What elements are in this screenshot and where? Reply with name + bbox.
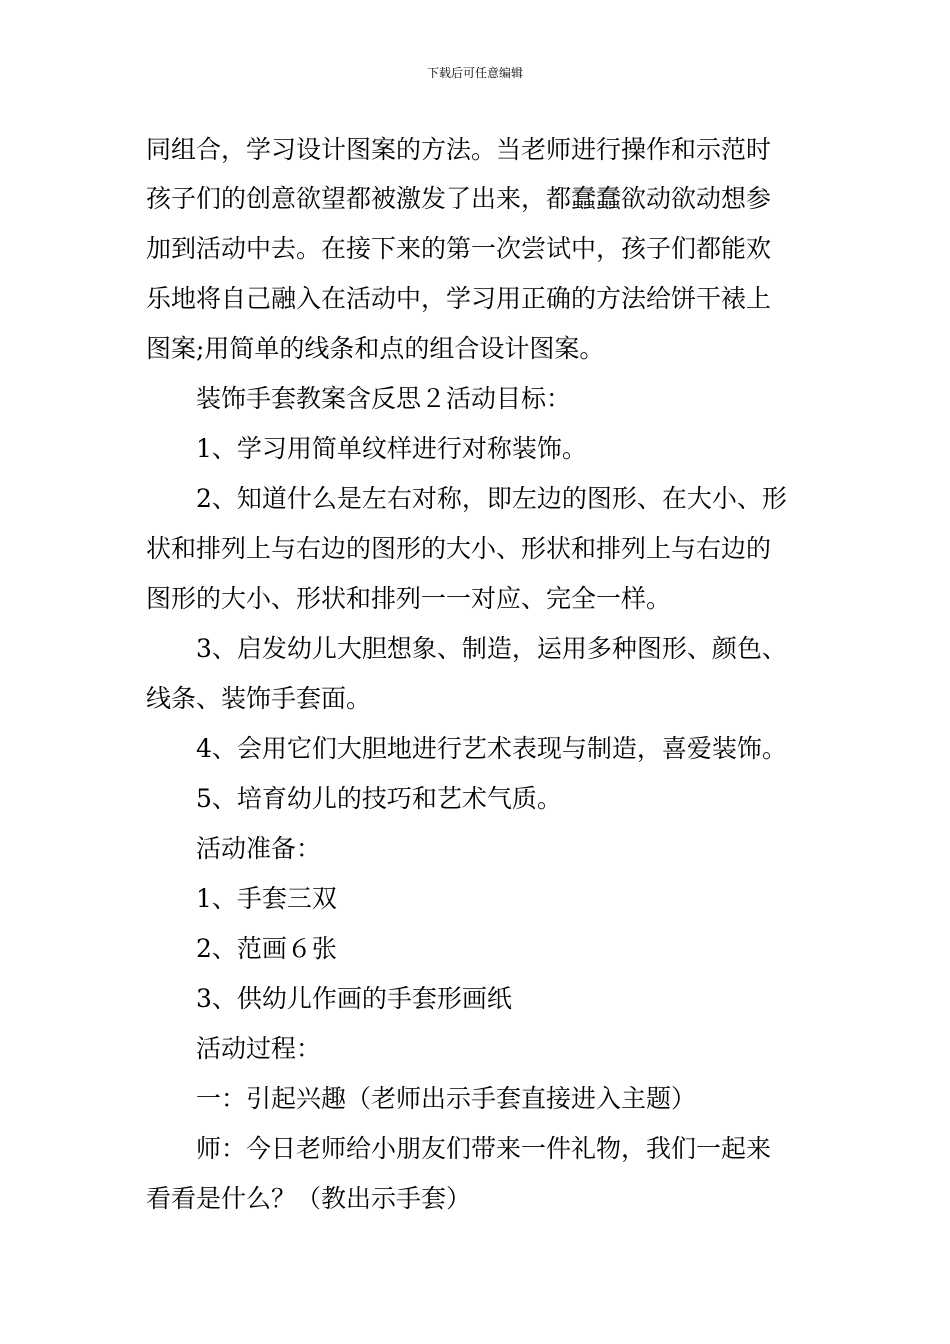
section-heading: 活动过程： [196,1034,322,1063]
text-line: 看看是什么？（教出示手套） [146,1184,472,1213]
text-line: 图案;用简单的线条和点的组合设计图案。 [146,334,605,363]
text-line: 加到活动中去。在接下来的第一次尝试中，孩子们都能欢 [146,234,772,263]
section-heading: 装饰手套教案含反思２活动目标： [196,384,572,413]
text-line: 师：今日老师给小朋友们带来一件礼物，我们一起来 [196,1134,772,1163]
list-item: 2、知道什么是左右对称，即左边的图形、在大小、形 [196,484,787,513]
list-item: 2、范画６张 [196,934,337,963]
text-line: 图形的大小、形状和排列一一对应、完全一样。 [146,584,672,613]
list-item: 1、手套三双 [196,884,337,913]
text-line: 同组合，学习设计图案的方法。当老师进行操作和示范时 [146,135,772,164]
list-item: 3、启发幼儿大胆想象、制造，运用多种图形、颜色、 [196,634,787,663]
text-line: 乐地将自己融入在活动中，学习用正确的方法给饼干裱上 [146,284,772,313]
list-item: 3、供幼儿作画的手套形画纸 [196,984,512,1013]
text-line: 状和排列上与右边的图形的大小、形状和排列上与右边的 [146,534,772,563]
list-item: 一：引起兴趣（老师出示手套直接进入主题） [196,1084,697,1113]
list-item: 4、会用它们大胆地进行艺术表现与制造，喜爱装饰。 [196,734,787,763]
page-header-note: 下载后可任意编辑 [426,66,523,80]
list-item: 1、学习用简单纹样进行对称装饰。 [196,434,587,463]
section-heading: 活动准备： [196,834,322,863]
list-item: 5、培育幼儿的技巧和艺术气质。 [196,784,562,813]
text-line: 线条、装饰手套面。 [146,684,372,713]
text-line: 孩子们的创意欲望都被激发了出来，都蠢蠢欲动欲动想参 [146,184,772,213]
